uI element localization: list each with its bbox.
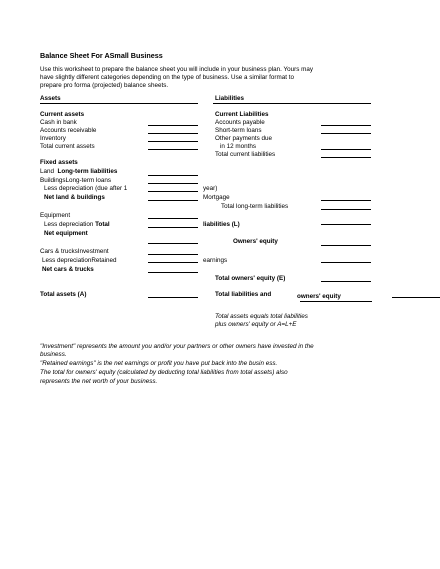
total-long-label: Total long-term liabilities — [221, 203, 289, 210]
equation-line-1: Total assets equals total liabilities — [215, 313, 308, 320]
note-line-2: business. — [40, 351, 67, 358]
assets-header-rule — [40, 103, 198, 104]
net-cars-label: Net cars & trucks — [42, 266, 94, 273]
intro-line-3: prepare pro forma (projected) balance sheets. — [40, 82, 169, 89]
investment-field[interactable] — [321, 245, 371, 246]
net-land-label: Net land & buildings — [44, 194, 105, 201]
earnings-label: earnings — [203, 257, 228, 264]
note-line-3: "Retained earnings" is the net earnings or profit you have put back into the busin ess. — [40, 360, 278, 367]
short-loans-label: Short-term loans — [215, 127, 262, 134]
note-line-4: The total for owners' equity (calculated by deducting total liabilities from total assets) also — [40, 369, 288, 376]
less-dep-equipment-field[interactable] — [148, 227, 198, 228]
short-loans-field[interactable] — [321, 133, 371, 134]
net-cars-field[interactable] — [148, 272, 198, 273]
cars-label: Cars & trucksInvestment — [40, 248, 109, 255]
total-current-liabilities-field[interactable] — [321, 157, 371, 158]
total-liab-equity-field[interactable] — [300, 301, 372, 302]
retained-earnings-field[interactable] — [321, 262, 371, 263]
less-dep-equipment-label: Less depreciation — [44, 221, 94, 228]
less-dep-equipment-row — [44, 221, 110, 229]
mortgage-label: Mortgage — [203, 194, 230, 201]
intro-line-2: have slightly different categories depending on the type of business. Use a similar format to — [40, 74, 295, 81]
long-term-liabilities-label: Long-term liabilities — [57, 168, 118, 175]
total-current-assets-label: Total current assets — [40, 143, 95, 150]
cars-field[interactable] — [148, 254, 198, 255]
net-equipment-field[interactable] — [148, 243, 198, 244]
cash-field[interactable] — [148, 125, 198, 126]
equipment-field[interactable] — [148, 218, 198, 219]
in-12-months-label: in 12 months — [220, 143, 257, 150]
equation-line-2: plus owners' equity or A=L+E — [215, 321, 297, 328]
liabilities-header-rule — [213, 103, 371, 104]
buildings-field[interactable] — [148, 183, 198, 184]
land-row — [40, 168, 117, 176]
year-label: year) — [203, 185, 218, 192]
land-label: Land — [40, 168, 55, 175]
net-equipment-label: Net equipment — [44, 230, 88, 237]
assets-header: Assets — [40, 95, 61, 102]
total-liab-and-label: Total liabilities and — [215, 291, 272, 298]
total-assets-field[interactable] — [148, 297, 198, 298]
other-payments-field[interactable] — [321, 149, 371, 150]
buildings-label: BuildingsLong-term loans — [40, 177, 112, 184]
less-dep-buildings-field[interactable] — [148, 191, 198, 192]
current-liabilities-label: Current Liabilities — [215, 111, 269, 118]
less-dep-cars-label: Less depreciationRetained — [42, 257, 117, 264]
liabilities-l-label: liabilities (L) — [203, 221, 240, 228]
owners-equity-2-label: owners' equity — [297, 293, 341, 300]
total-owners-field[interactable] — [321, 281, 371, 282]
receivable-field[interactable] — [148, 133, 198, 134]
total-long-field[interactable] — [321, 209, 371, 210]
net-land-field[interactable] — [148, 200, 198, 201]
total-assets-label: Total assets (A) — [40, 291, 87, 298]
page-title: Balance Sheet For ASmall Business — [40, 51, 163, 60]
fixed-assets-label: Fixed assets — [40, 159, 78, 166]
less-dep-cars-field[interactable] — [148, 262, 198, 263]
mortgage-field[interactable] — [321, 200, 371, 201]
total-current-liabilities-label: Total current liabilities — [215, 151, 276, 158]
note-line-1: "Investment" represents the amount you and/or your partners or other owners have invested in the — [40, 343, 314, 350]
total-owners-label: Total owners' equity (E) — [215, 275, 286, 282]
equipment-label: Equipment — [40, 212, 71, 219]
less-dep-total-label: Total — [95, 221, 110, 228]
land-field[interactable] — [148, 175, 198, 176]
cash-label: Cash in bank — [40, 119, 77, 126]
inventory-label: Inventory — [40, 135, 66, 142]
current-assets-label: Current assets — [40, 111, 85, 118]
receivable-label: Accounts receivable — [40, 127, 97, 134]
total-current-assets-field[interactable] — [148, 149, 198, 150]
intro-line-1: Use this worksheet to prepare the balance sheet you will include in your business plan. Yours may — [40, 66, 314, 73]
payable-field[interactable] — [321, 125, 371, 126]
note-line-5: represents the net worth of your business. — [40, 378, 158, 385]
payable-label: Accounts payable — [215, 119, 265, 126]
liabilities-header: Liabilities — [215, 95, 245, 102]
inventory-field[interactable] — [148, 141, 198, 142]
owners-equity-label: Owners' equity — [233, 238, 278, 245]
less-dep-buildings-label: Less depreciation (due after 1 — [44, 185, 128, 192]
total-liabilities-field[interactable] — [321, 224, 371, 225]
other-payments-label: Other payments due — [215, 135, 273, 142]
overflow-rule — [392, 297, 440, 298]
